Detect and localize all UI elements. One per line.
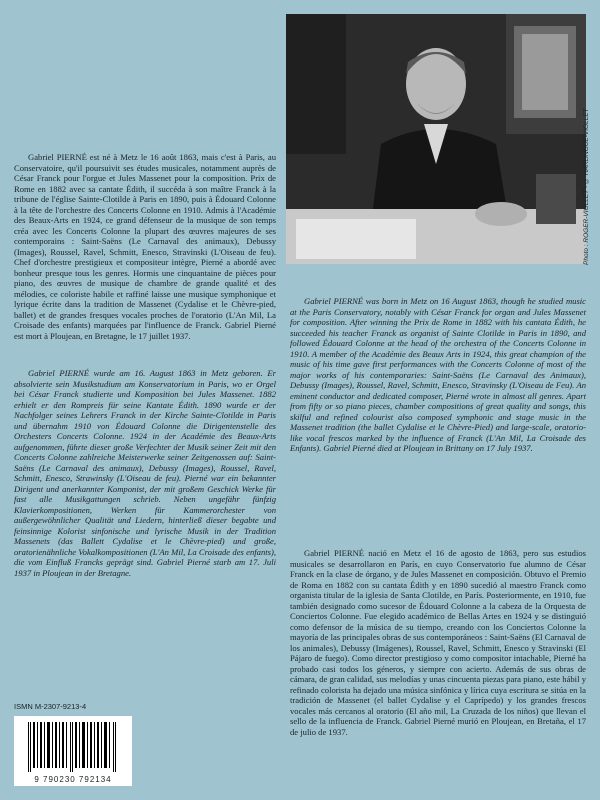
ismn-label: ISMN M-2307-9213-4 — [14, 702, 87, 711]
biography-english-text: Gabriel PIERNÉ was born in Metz on 16 August 1863, though he studied music at the Paris Conservatory, notably with César Franck for organ and Jules Massenet for composition. After winning the Prix de Rome in 1882 with his cantata Édith, he succeeded his teacher Franck as organist of Sainte Clotilde in Paris in 1890, and followed Édouard Colonne at the head of the orchestra of the Concerts Colonne in 1910. A member of the Académie des Beaux Arts in 1924, this great champion of the music of his time gave first performances with the Concerts Colonne of most of the major works of his contemporaries: Saint-Saëns (Le Carnaval des Animaux), Debussy (Images), Roussel, Ravel, Schmitt, Enesco, Stravinsky (L'Oiseau de Feu). An eminent conductor and dedicated composer, Pierné wrote in almost all genres. Apart from fifty or so piano pieces, chamber compositions of great quality and songs, this skilful and refined colourist also composed symphonic and stage music in the Massenet tradition (the ballet Cydalise et le Chèvre-Pied) and large-scale, oratorio-like vocal frescos marked by the influence of Franck (L'An Mil, La Croisade des Enfants). Gabriel Pierné died at Ploujean in Brittany on 17 July 1937. — [290, 296, 586, 453]
biography-spanish — [290, 548, 586, 737]
biography-spanish-text: Gabriel PIERNÉ nació en Metz el 16 de agosto de 1863, pero sus estudios musicales se desarrollaron en París, en cuyo Conservatorio fue alumno de César Franck en la clase de órgano, y de Jules Massenet en composición. Obtuvo el Premio de Roma en 1882 con su cantata Édith y en 1890 sucedió al maestro Franck como organista titular de la iglesia de Santa Clotilde, en París. Posteriormente, en 1910, fue también designado como sucesor de Édouard Colonne a la cabeza de la Orquesta de Conciertos Colonne. Fue elegido académico de Bellas Artes en 1924 y se distinguió como defensor de la música de su tiempo, creando con los Conciertos Colonne la mayoría de las principales obras de sus contemporáneos : Saint-Saëns (El Carnaval de los animales), Debussy (Imágenes), Roussel, Ravel, Schmitt, Enesco y Stravinski (El Pájaro de fuego). Como director prestigioso y como compositor intachable, Pierné ha probado casi todos los géneros, y siempre con acierto. Además de sus obras de cámara, de gran calidad, sus melodías y unas cincuenta piezas para piano, este hábil y refinado colorista ha dejado una música sinfónica y lírica cuya escritura se sitúa en la tradición de Massenet (el ballet Cydalise y el Caprípedo) y los grandes frescos vocales más cercanos al oratorio (El año mil, La Cruzada de los niños) que llevan el sello de la influencia de Franck. Gabriel Pierné murió en Ploujean, en Bretaña, el 17 de julio de 1937. — [290, 548, 586, 737]
biography-english — [290, 296, 586, 454]
biography-german — [14, 368, 276, 578]
biography-french — [14, 152, 276, 341]
portrait-illustration — [286, 14, 586, 264]
barcode-number: 9 790230 792134 — [34, 775, 112, 784]
barcode — [14, 716, 132, 786]
barcode-bars — [28, 722, 118, 772]
composer-portrait-photo — [286, 14, 586, 264]
biography-french-text: Gabriel PIERNÉ est né à Metz le 16 août 1863, mais c'est à Paris, au Conservatoire, qu'il poursuivit ses études musicales, notamment auprès de César Franck pour l'orgue et Jules Massenet pour la composition. Prix de Rome en 1882 avec sa cantate Édith, il succéda à son maître Franck à la tribune de l'église Sainte-Clotilde à Paris en 1890, puis à Édouard Colonne à la tête de l'orchestre des Concerts Colonne en 1910. Admis à l'Académie des Beaux-Arts en 1924, ce grand défenseur de la musique de son temps créa avec les Concerts Colonne la plupart des œuvres majeures de ses contemporains : Saint-Saëns (Le Carnaval des animaux), Debussy (Images), Roussel, Ravel, Schmitt, Enesco, Stravinski (L'Oiseau de feu). Chef d'orchestre prestigieux et compositeur intègre, Pierné a abordé avec bonheur presque tous les genres. Hormis une cinquantaine de pièces pour piano, des œuvres de musique de chambre de grande qualité et des mélodies, ce coloriste habile et raffiné laisse une musique symphonique et lyrique écrite dans la tradition de Massenet (Cydalise et le Chèvre-pied, ballet) et de grandes fresques vocales proches de l'oratorio (L'An Mil, La Croisade des enfants) marquées par l'influence de Franck. Gabriel Pierné est mort à Ploujean, en Bretagne, le 17 juillet 1937. — [14, 152, 276, 341]
biography-german-text: Gabriel PIERNÉ wurde am 16. August 1863 in Metz geboren. Er absolvierte sein Musikstudium am Konservatorium in Paris, wo er Orgel bei César Franck studierte und Komposition bei Jules Massenet. 1882 erhielt er den Rompreis für seine Kantate Édith. 1890 wurde er der Nachfolger seines Lehrers Franck in der Kirche Sainte-Clotilde in Paris und übernahm 1910 von Édouard Colonne die Dirigentenstelle des Orchesters Concerts Colonne. 1924 in der Académie des Beaux-Arts aufgenommen, führte dieser große Verfechter der Musik seiner Zeit mit den Concerts Colonne zahlreiche Meisterwerke seiner Zeitgenossen auf: Saint-Saëns (Le Carnaval des animaux), Debussy (Images), Roussel, Ravel, Schmitt, Enesco, Strawinsky (L'Oiseau de feu). Pierné war ein bekannter Dirigent und anerkannter Komponist, der mit großem Geschick Werke für fast alle Musikgattungen schrieb. Neben ungefähr fünfzig Klavierkompositionen, Werken für Kammerorchester von außergewöhnlicher Qualität und Liedern, hinterließ dieser begabte und feinsinnige Kolorist sinfonische und lyrische Musik in der Tradition Massenets (das Ballett Cydalise et le Chèvre-pied) und große, oratorienähnliche Vokalkompositionen (L'An Mil, La Croisade des enfants), die vom Einfluß Francks geprägt sind. Gabriel Pierné starb am 17. Juli 1937 in Ploujean in der Bretagne. — [14, 368, 276, 578]
photo-credit: Photo : ROGER-VIOLLET • © HARLINGUE-VIOLLET — [583, 108, 590, 265]
